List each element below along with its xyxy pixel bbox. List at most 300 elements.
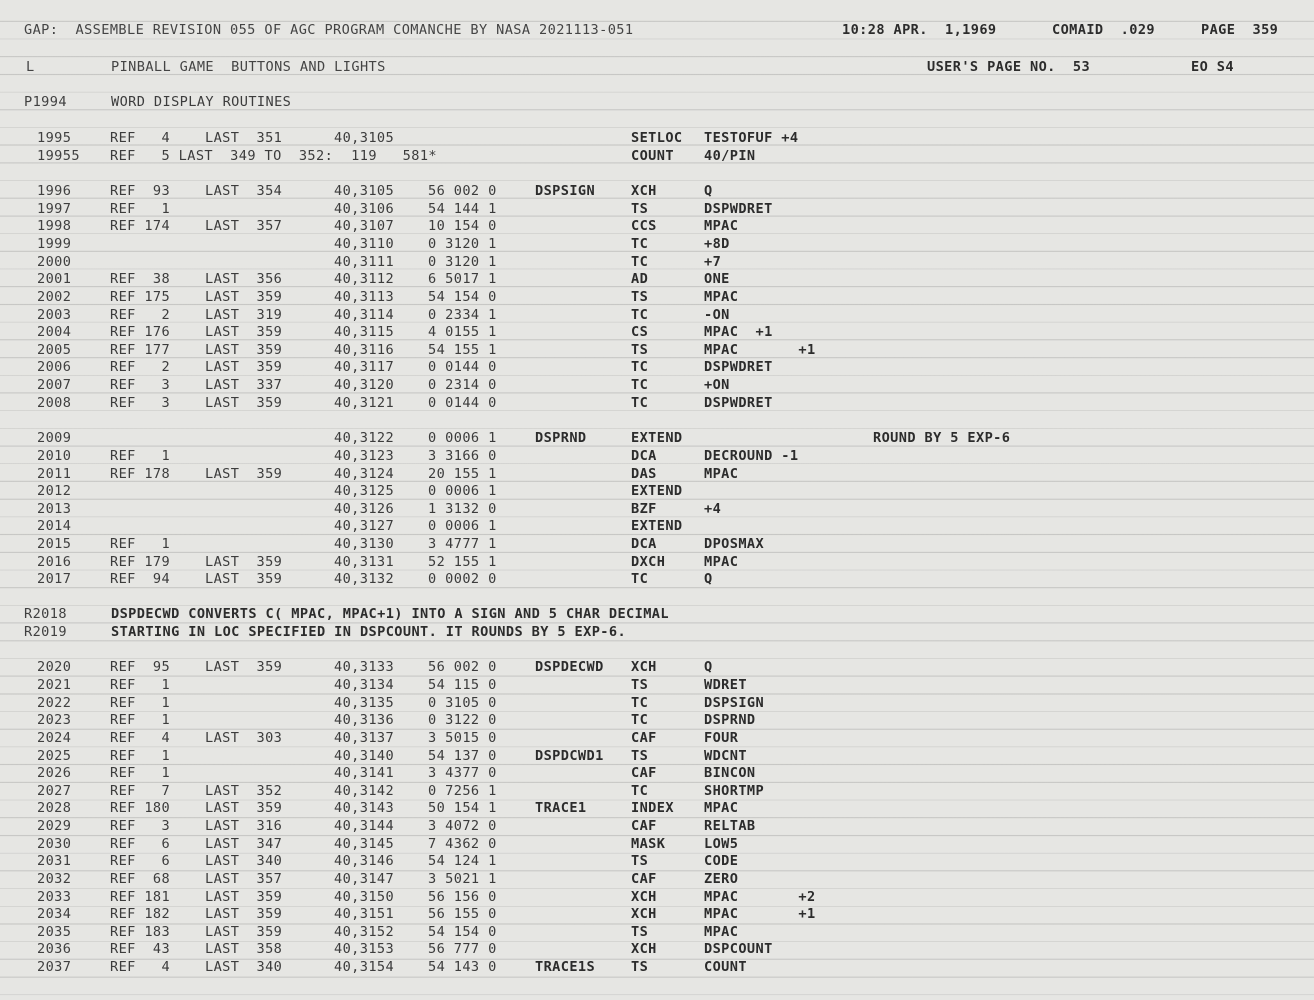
row-addr: 40,3131	[334, 554, 395, 570]
row-num: 2015	[37, 536, 72, 552]
row-addr: 40,3151	[334, 906, 395, 922]
row-addr: 40,3145	[334, 836, 395, 852]
row-operand: MPAC	[704, 800, 739, 816]
row-code: 50 154 1	[428, 800, 497, 816]
row-op: TC	[631, 695, 649, 711]
row-op: INDEX	[631, 800, 674, 816]
assembly-title: GAP: ASSEMBLE REVISION 055 OF AGC PROGRAM COMANCHE BY NASA 2021113-051	[24, 22, 634, 38]
page-number: PAGE 359	[1201, 22, 1279, 38]
routine-title: WORD DISPLAY ROUTINES	[111, 94, 292, 110]
row-ref: REF 6	[110, 853, 171, 869]
row-code: 56 777 0	[428, 941, 497, 957]
row-addr: 40,3121	[334, 395, 395, 411]
row-num: 2008	[37, 395, 72, 411]
eo-label: EO S4	[1191, 59, 1234, 75]
row-operand: DSPRND	[704, 712, 756, 728]
row-operand: Q	[704, 183, 713, 199]
row-ref: REF 175	[110, 289, 171, 305]
row-operand: RELTAB	[704, 818, 756, 834]
row-last: LAST 359	[205, 906, 283, 922]
row-code: 10 154 0	[428, 218, 497, 234]
row-code: 54 154 0	[428, 289, 497, 305]
row-ref: REF 3	[110, 377, 171, 393]
row-num: 2013	[37, 501, 72, 517]
listing-row	[0, 482, 1314, 500]
row-last: LAST 359	[205, 359, 283, 375]
row-op: CS	[631, 324, 649, 340]
user-page-number: USER'S PAGE NO. 53	[927, 59, 1091, 75]
row-last: LAST 359	[205, 924, 283, 940]
row-last: LAST 359	[205, 395, 283, 411]
row-operand: +ON	[704, 377, 730, 393]
row-addr: 40,3126	[334, 501, 395, 517]
listing-row	[0, 182, 1314, 200]
row-last: LAST 359	[205, 889, 283, 905]
row-op: EXTEND	[631, 518, 683, 534]
row-label: DSPSIGN	[535, 183, 596, 199]
row-ref: REF 178	[110, 466, 171, 482]
listing-row	[0, 376, 1314, 394]
row-ref: REF 174	[110, 218, 171, 234]
row-code: 0 7256 1	[428, 783, 497, 799]
row-operand: CODE	[704, 853, 739, 869]
row-ref: REF 2	[110, 359, 171, 375]
row-addr: 40,3133	[334, 659, 395, 675]
row-num: 2024	[37, 730, 72, 746]
row-operand: -ON	[704, 307, 730, 323]
row-ref: REF 1	[110, 677, 171, 693]
row-addr: 40,3124	[334, 466, 395, 482]
row-last: LAST 316	[205, 818, 283, 834]
row-op: CAF	[631, 730, 657, 746]
row-num: 2017	[37, 571, 72, 587]
row-last: LAST 357	[205, 871, 283, 887]
row-code: 0 0144 0	[428, 395, 497, 411]
listing-row	[0, 676, 1314, 694]
row-num: 2009	[37, 430, 72, 446]
listing-row	[0, 288, 1314, 306]
row-num: 2025	[37, 748, 72, 764]
row-code: 3 5015 0	[428, 730, 497, 746]
row-code: 0 3105 0	[428, 695, 497, 711]
section-marker: L	[26, 59, 35, 75]
listing-row	[0, 341, 1314, 359]
listing-row	[0, 835, 1314, 853]
row-ref: REF 7	[110, 783, 171, 799]
row-num: 2036	[37, 941, 72, 957]
row-operand: MPAC	[704, 289, 739, 305]
remark-text: DSPDECWD CONVERTS C( MPAC, MPAC+1) INTO A SIGN AND 5 CHAR DECIMAL	[111, 606, 669, 622]
row-code: 54 143 0	[428, 959, 497, 975]
row-code: 0 0002 0	[428, 571, 497, 587]
row-code: 0 0144 0	[428, 359, 497, 375]
listing-row	[0, 253, 1314, 271]
listing-row	[0, 570, 1314, 588]
row-addr: 40,3111	[334, 254, 395, 270]
row-addr: 119 581*	[334, 148, 438, 164]
row-operand: MPAC	[704, 924, 739, 940]
row-operand: MPAC	[704, 466, 739, 482]
row-code: 0 3120 1	[428, 236, 497, 252]
row-operand: 40/PIN	[704, 148, 756, 164]
row-addr: 40,3147	[334, 871, 395, 887]
row-op: EXTEND	[631, 430, 683, 446]
row-last: LAST 358	[205, 941, 283, 957]
row-last: LAST 359	[205, 324, 283, 340]
row-addr: 40,3141	[334, 765, 395, 781]
row-addr: 40,3115	[334, 324, 395, 340]
row-code: 3 4072 0	[428, 818, 497, 834]
listing-row	[0, 429, 1314, 447]
row-ref: REF 179	[110, 554, 171, 570]
row-code: 52 155 1	[428, 554, 497, 570]
row-ref: REF 176	[110, 324, 171, 340]
row-operand: +7	[704, 254, 722, 270]
row-op: AD	[631, 271, 649, 287]
row-op: TC	[631, 712, 649, 728]
row-ref: REF 3	[110, 818, 171, 834]
row-addr: 40,3110	[334, 236, 395, 252]
row-op: COUNT	[631, 148, 674, 164]
row-code: 3 4377 0	[428, 765, 497, 781]
row-operand: TESTOFUF +4	[704, 130, 799, 146]
row-num: 2020	[37, 659, 72, 675]
row-addr: 40,3134	[334, 677, 395, 693]
row-addr: 40,3114	[334, 307, 395, 323]
row-last: LAST 351	[205, 130, 283, 146]
listing-row	[0, 870, 1314, 888]
row-addr: 40,3122	[334, 430, 395, 446]
row-ref: REF 1	[110, 765, 171, 781]
row-operand: COUNT	[704, 959, 747, 975]
row-operand: DSPWDRET	[704, 395, 773, 411]
listing-row	[0, 888, 1314, 906]
row-num: 2007	[37, 377, 72, 393]
listing-row	[0, 535, 1314, 553]
row-code: 7 4362 0	[428, 836, 497, 852]
row-op: TS	[631, 959, 649, 975]
listing-row	[0, 852, 1314, 870]
row-addr: 40,3105	[334, 183, 395, 199]
row-op: DCA	[631, 448, 657, 464]
row-code: 56 155 0	[428, 906, 497, 922]
row-addr: 40,3120	[334, 377, 395, 393]
row-num: 2003	[37, 307, 72, 323]
row-num: 2000	[37, 254, 72, 270]
row-op: MASK	[631, 836, 666, 852]
row-last: LAST 340	[205, 853, 283, 869]
row-op: SETLOC	[631, 130, 683, 146]
row-code: 6 5017 1	[428, 271, 497, 287]
row-code: 54 154 0	[428, 924, 497, 940]
row-num: 2033	[37, 889, 72, 905]
row-ref: REF 38	[110, 271, 171, 287]
row-code: 54 144 1	[428, 201, 497, 217]
row-addr: 40,3153	[334, 941, 395, 957]
row-op: EXTEND	[631, 483, 683, 499]
title-line-number: P1994	[24, 94, 67, 110]
listing-row	[0, 358, 1314, 376]
row-op: TS	[631, 677, 649, 693]
row-op: CCS	[631, 218, 657, 234]
row-ref: REF 180	[110, 800, 171, 816]
row-num: 2005	[37, 342, 72, 358]
row-last: LAST 359	[205, 289, 283, 305]
row-num: 19955	[37, 148, 80, 164]
listing-row	[0, 394, 1314, 412]
row-operand: MPAC	[704, 218, 739, 234]
row-code: 54 115 0	[428, 677, 497, 693]
print-datetime: 10:28 APR. 1,1969	[842, 22, 997, 38]
row-num: 2014	[37, 518, 72, 534]
listing-row	[0, 817, 1314, 835]
listing-row	[0, 217, 1314, 235]
listing-row	[0, 465, 1314, 483]
row-addr: 40,3146	[334, 853, 395, 869]
row-code: 1 3132 0	[428, 501, 497, 517]
row-addr: 40,3127	[334, 518, 395, 534]
listing-row	[0, 129, 1314, 147]
row-num: 2011	[37, 466, 72, 482]
row-addr: 40,3136	[334, 712, 395, 728]
row-op: TC	[631, 254, 649, 270]
row-code: 54 124 1	[428, 853, 497, 869]
row-num: 2037	[37, 959, 72, 975]
row-addr: 40,3143	[334, 800, 395, 816]
listing-row	[0, 958, 1314, 976]
row-op: DXCH	[631, 554, 666, 570]
row-num: 2035	[37, 924, 72, 940]
row-op: XCH	[631, 659, 657, 675]
row-addr: 40,3130	[334, 536, 395, 552]
row-operand: DSPWDRET	[704, 359, 773, 375]
row-op: TC	[631, 307, 649, 323]
routine-title-line	[0, 93, 1314, 111]
row-addr: 40,3113	[334, 289, 395, 305]
row-operand: Q	[704, 571, 713, 587]
row-num: 1999	[37, 236, 72, 252]
row-addr: 40,3142	[334, 783, 395, 799]
listing-row	[0, 517, 1314, 535]
row-comment: ROUND BY 5 EXP-6	[873, 430, 1011, 446]
row-op: TC	[631, 236, 649, 252]
listing-row	[0, 747, 1314, 765]
row-op: CAF	[631, 871, 657, 887]
row-ref: REF 43	[110, 941, 171, 957]
row-op: TC	[631, 783, 649, 799]
listing-row	[0, 270, 1314, 288]
row-op: TS	[631, 289, 649, 305]
listing-row	[0, 306, 1314, 324]
row-ref: REF 68	[110, 871, 171, 887]
row-last: LAST 357	[205, 218, 283, 234]
row-num: 2006	[37, 359, 72, 375]
listing-row	[0, 799, 1314, 817]
row-ref: REF 4	[110, 959, 171, 975]
row-operand: BINCON	[704, 765, 756, 781]
row-num: 2002	[37, 289, 72, 305]
row-op: XCH	[631, 889, 657, 905]
row-addr: 40,3152	[334, 924, 395, 940]
row-last: LAST 359	[205, 800, 283, 816]
row-op: DAS	[631, 466, 657, 482]
row-addr: 40,3154	[334, 959, 395, 975]
row-addr: 40,3123	[334, 448, 395, 464]
listing-row	[0, 905, 1314, 923]
row-num: 1996	[37, 183, 72, 199]
row-code: 56 002 0	[428, 659, 497, 675]
listing-row	[0, 782, 1314, 800]
row-operand: MPAC +1	[704, 324, 773, 340]
row-num: 2001	[37, 271, 72, 287]
row-op: TS	[631, 853, 649, 869]
row-num: 2028	[37, 800, 72, 816]
remark-line	[0, 623, 1314, 641]
row-ref: REF 182	[110, 906, 171, 922]
row-addr: 40,3107	[334, 218, 395, 234]
row-last: LAST 359	[205, 342, 283, 358]
row-operand: Q	[704, 659, 713, 675]
row-code: 54 155 1	[428, 342, 497, 358]
row-op: BZF	[631, 501, 657, 517]
row-num: 2021	[37, 677, 72, 693]
row-addr: 40,3144	[334, 818, 395, 834]
row-num: 2022	[37, 695, 72, 711]
listing-row	[0, 923, 1314, 941]
row-last: LAST 337	[205, 377, 283, 393]
listing-row	[0, 764, 1314, 782]
row-code: 54 137 0	[428, 748, 497, 764]
row-label: TRACE1	[535, 800, 587, 816]
row-code: 56 002 0	[428, 183, 497, 199]
row-addr: 40,3135	[334, 695, 395, 711]
row-last: LAST 303	[205, 730, 283, 746]
row-last: LAST 347	[205, 836, 283, 852]
row-op: XCH	[631, 906, 657, 922]
row-operand: SHORTMP	[704, 783, 765, 799]
row-operand: MPAC +1	[704, 906, 816, 922]
listing-row	[0, 500, 1314, 518]
row-num: 2012	[37, 483, 72, 499]
row-last: LAST 359	[205, 571, 283, 587]
row-num: 2023	[37, 712, 72, 728]
comaid-label: COMAID .029	[1052, 22, 1156, 38]
row-code: 4 0155 1	[428, 324, 497, 340]
row-ref: REF 1	[110, 448, 171, 464]
row-code: 3 5021 1	[428, 871, 497, 887]
remark-number: R2019	[24, 624, 67, 640]
row-code: 56 156 0	[428, 889, 497, 905]
row-op: CAF	[631, 765, 657, 781]
row-operand: +4	[704, 501, 722, 517]
listing-row	[0, 323, 1314, 341]
row-operand: FOUR	[704, 730, 739, 746]
row-ref: REF 1	[110, 695, 171, 711]
row-operand: DPOSMAX	[704, 536, 765, 552]
row-ref: REF 1	[110, 748, 171, 764]
row-ref: REF 4	[110, 130, 171, 146]
row-op: TC	[631, 395, 649, 411]
section-line	[0, 58, 1314, 76]
row-code: 20 155 1	[428, 466, 497, 482]
listing-row	[0, 729, 1314, 747]
row-num: 2004	[37, 324, 72, 340]
row-num: 2026	[37, 765, 72, 781]
row-operand: ONE	[704, 271, 730, 287]
row-operand: +8D	[704, 236, 730, 252]
row-num: 2016	[37, 554, 72, 570]
row-num: 1997	[37, 201, 72, 217]
row-op: XCH	[631, 183, 657, 199]
row-op: TS	[631, 924, 649, 940]
row-operand: DECROUND -1	[704, 448, 799, 464]
row-code: 3 4777 1	[428, 536, 497, 552]
row-num: 1998	[37, 218, 72, 234]
row-op: TS	[631, 748, 649, 764]
row-addr: 40,3105	[334, 130, 395, 146]
remark-line	[0, 605, 1314, 623]
row-operand: MPAC +2	[704, 889, 816, 905]
row-code: 0 0006 1	[428, 483, 497, 499]
listing-row	[0, 711, 1314, 729]
row-code: 0 0006 1	[428, 518, 497, 534]
row-ref: REF 6	[110, 836, 171, 852]
row-op: TS	[631, 201, 649, 217]
row-num: 1995	[37, 130, 72, 146]
listing-row	[0, 200, 1314, 218]
row-addr: 40,3140	[334, 748, 395, 764]
remark-number: R2018	[24, 606, 67, 622]
header-line	[0, 21, 1314, 39]
row-num: 2029	[37, 818, 72, 834]
row-ref: REF 1	[110, 536, 171, 552]
row-code: 0 0006 1	[428, 430, 497, 446]
row-operand: DSPCOUNT	[704, 941, 773, 957]
row-last: LAST 352	[205, 783, 283, 799]
row-ref: REF 4	[110, 730, 171, 746]
row-code: 0 2314 0	[428, 377, 497, 393]
row-operand: MPAC +1	[704, 342, 816, 358]
row-operand: DSPWDRET	[704, 201, 773, 217]
row-last: LAST 359	[205, 554, 283, 570]
row-op: TC	[631, 359, 649, 375]
remark-text: STARTING IN LOC SPECIFIED IN DSPCOUNT. IT ROUNDS BY 5 EXP-6.	[111, 624, 627, 640]
row-ref: REF 1	[110, 712, 171, 728]
row-code: 0 3122 0	[428, 712, 497, 728]
row-addr: 40,3112	[334, 271, 395, 287]
row-code: 0 3120 1	[428, 254, 497, 270]
row-operand: MPAC	[704, 554, 739, 570]
row-operand: LOW5	[704, 836, 739, 852]
row-num: 2032	[37, 871, 72, 887]
row-addr: 40,3137	[334, 730, 395, 746]
row-operand: WDCNT	[704, 748, 747, 764]
row-ref: REF 3	[110, 395, 171, 411]
listing-row	[0, 694, 1314, 712]
row-op: TS	[631, 342, 649, 358]
row-ref: REF 183	[110, 924, 171, 940]
row-code: 0 2334 1	[428, 307, 497, 323]
row-operand: DSPSIGN	[704, 695, 765, 711]
row-ref: REF 181	[110, 889, 171, 905]
row-ref: REF 95	[110, 659, 171, 675]
row-label: TRACE1S	[535, 959, 596, 975]
row-addr: 40,3150	[334, 889, 395, 905]
row-last: LAST 359	[205, 466, 283, 482]
section-title: PINBALL GAME BUTTONS AND LIGHTS	[111, 59, 386, 75]
row-label: DSPDECWD	[535, 659, 604, 675]
row-last: LAST 340	[205, 959, 283, 975]
